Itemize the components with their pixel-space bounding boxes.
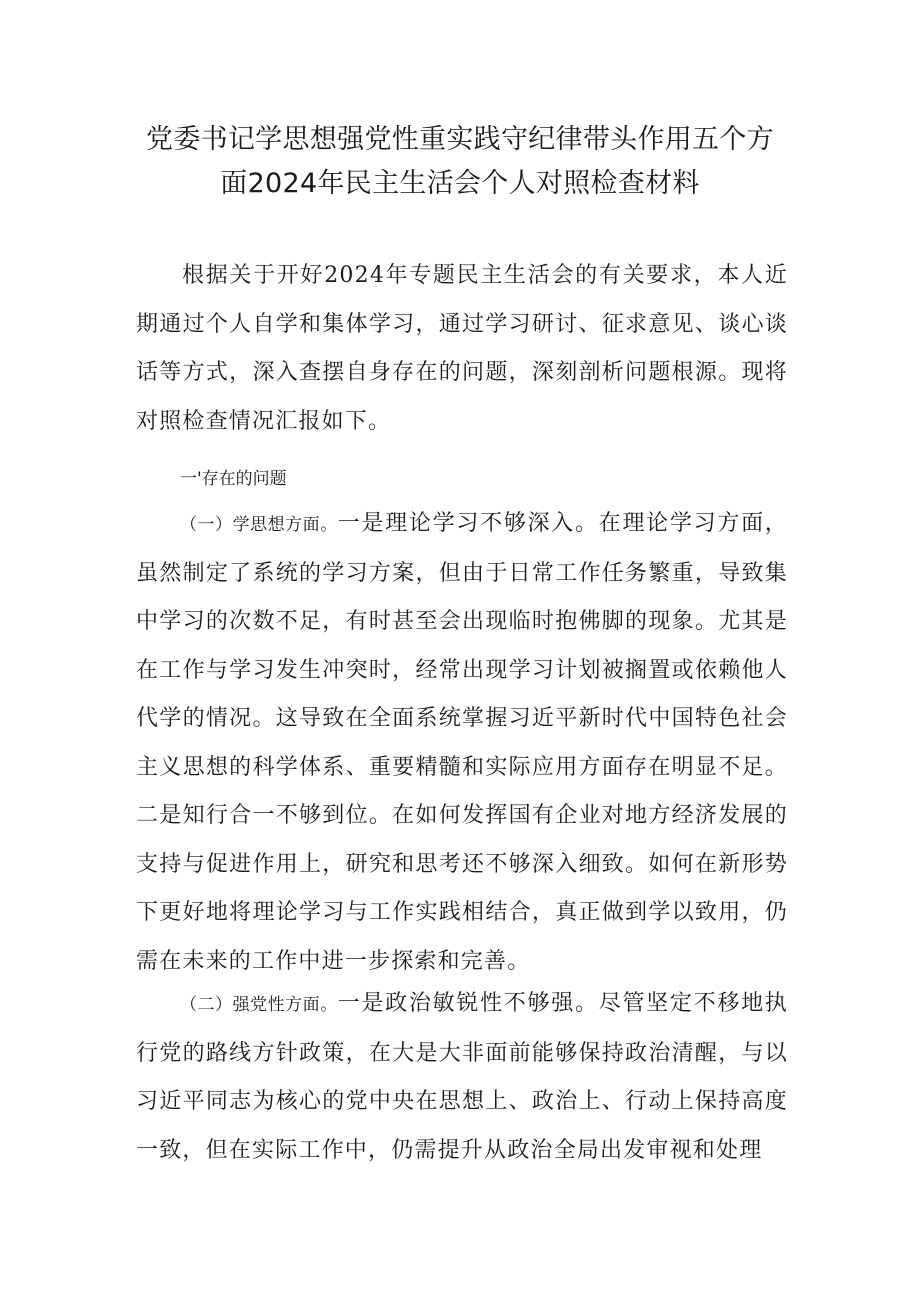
paragraph-lead-study-thought: （一）学思想方面。 (180, 515, 338, 535)
paragraph-party-spirit (136, 980, 788, 1175)
document-title (100, 118, 820, 206)
intro-paragraph: 根据关于开好2024年专题民主生活会的有关要求，本人近期通过个人自学和集体学习，通过学习研讨、征求意见、谈心谈话等方式，深入查摆自身存在的问题，深刻剖析问题根源。现将对照检查情况汇报如下。 (136, 263, 788, 434)
paragraph-body-party-spirit: 一是政治敏锐性不够强。尽管坚定不移地执行党的路线方针政策，在大是大非面前能够保持政治清醒，与以习近平同志为核心的党中央在思想上、政治上、行动上保持高度一致，但在实际工作中，仍需提升从政治全局出发审视和处理 (136, 991, 788, 1163)
paragraph-study-thought (136, 500, 788, 986)
title-line-2: 面2024年民主生活会个人对照检查材料 (220, 168, 700, 199)
paragraph-lead-party-spirit: （二）强党性方面。 (180, 995, 338, 1015)
paragraph-body-study-thought: 一是理论学习不够深入。在理论学习方面，虽然制定了系统的学习方案，但由于日常工作任务繁重，导致集中学习的次数不足，有时甚至会出现临时抱佛脚的现象。尤其是在工作与学习发生冲突时，经常出现学习计划被搁置或依赖他人代学的情况。这导致在全面系统掌握习近平新时代中国特色社会主义思想的科学体系、重要精髓和实际应用方面存在明显不足。二是知行合一不够到位。在如何发挥国有企业对地方经济发展的支持与促进作用上，研究和思考还不够深入细致。如何在新形势下更好地将理论学习与工作实践相结合，真正做到学以致用，仍需在未来的工作中进一步探索和完善。 (136, 511, 788, 974)
title-line-1: 党委书记学思想强党性重实践守纪律带头作用五个方 (146, 124, 774, 155)
section-heading-problems: 一'存在的问题 (180, 469, 287, 489)
